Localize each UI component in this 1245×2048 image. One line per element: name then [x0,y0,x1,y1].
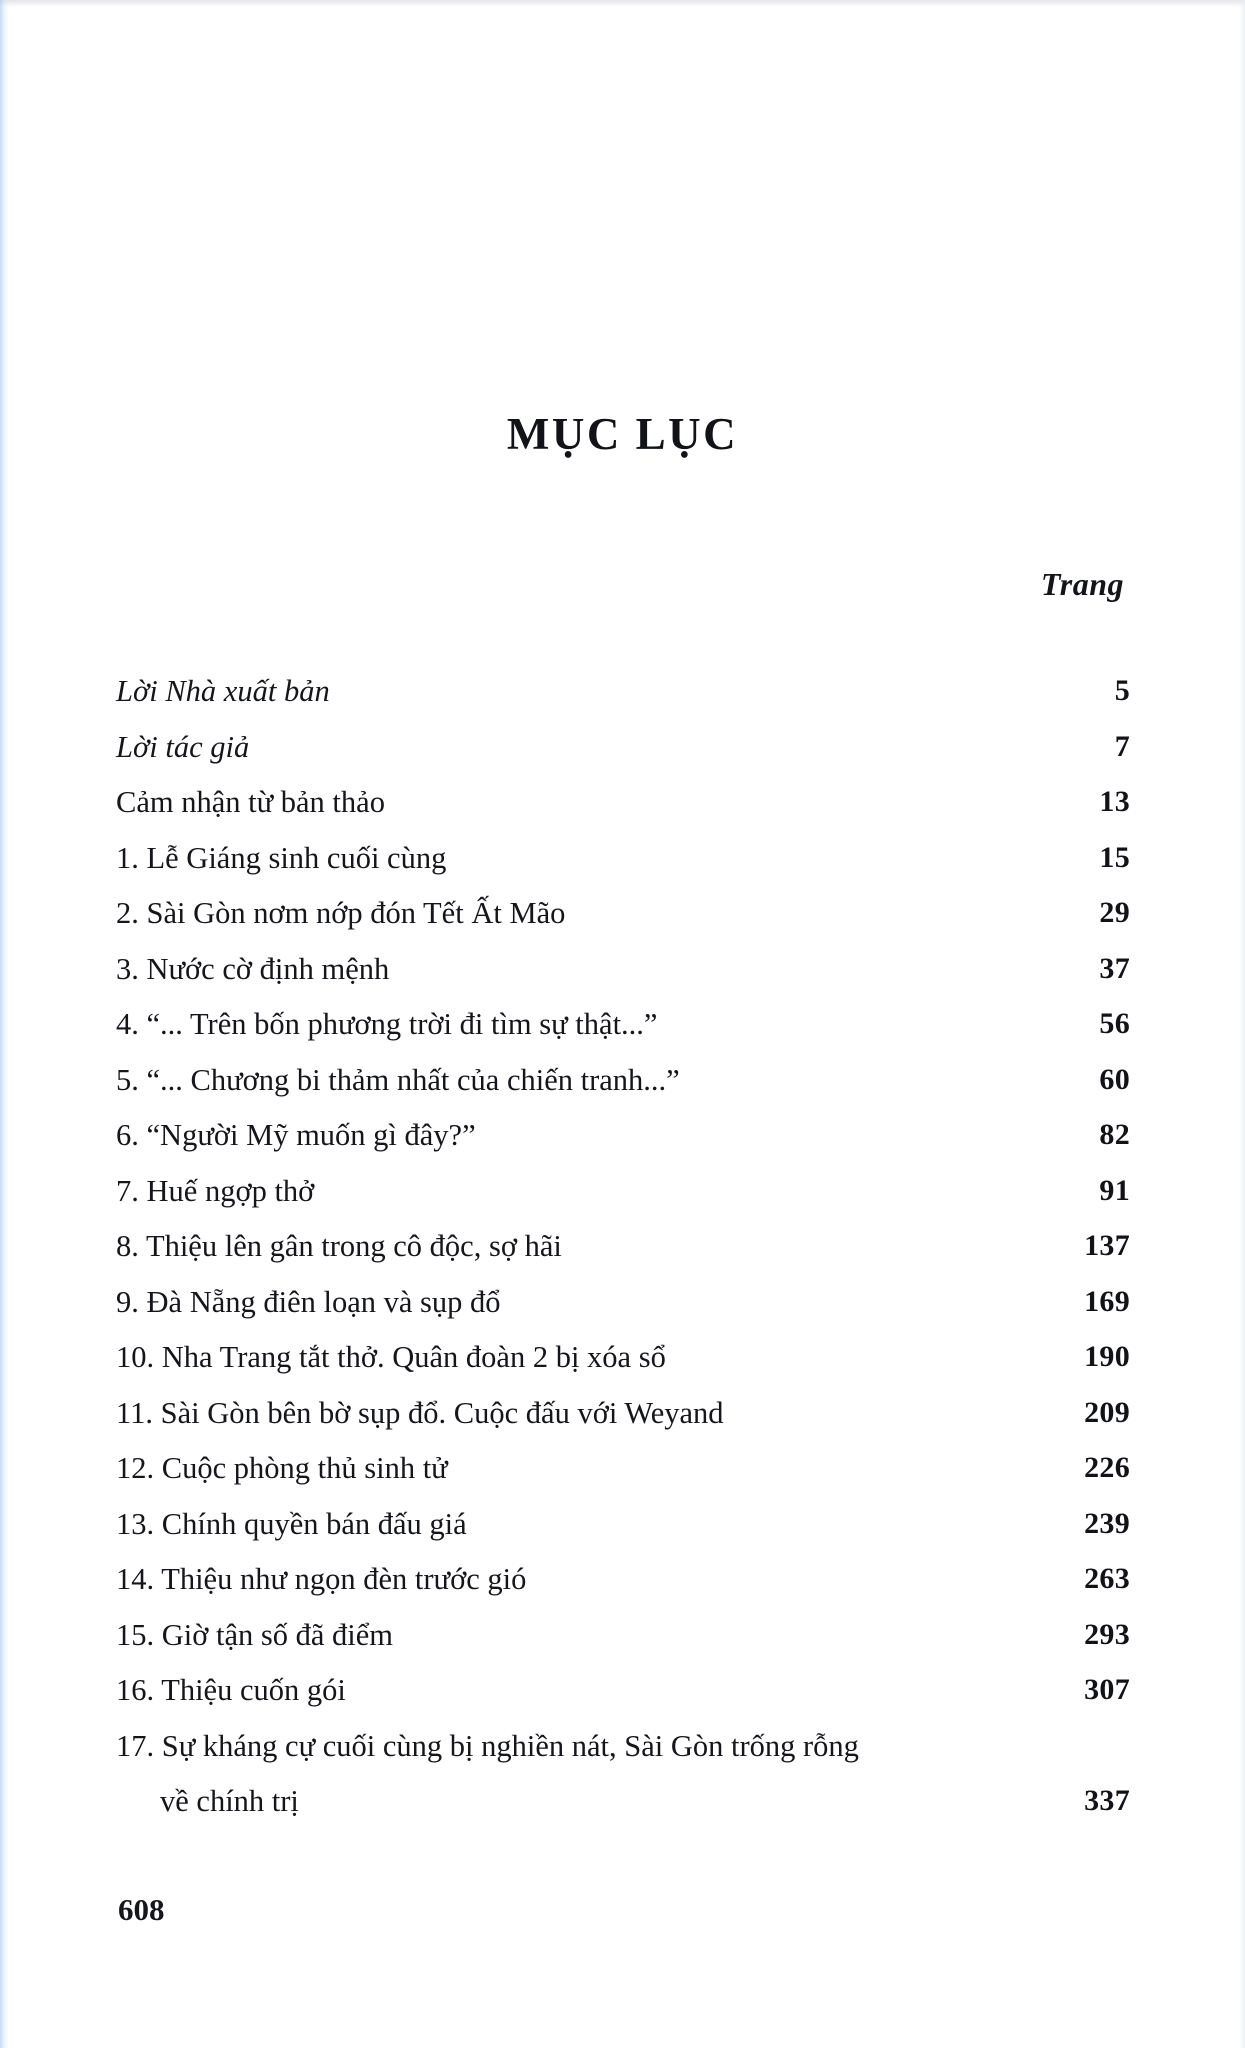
toc-entry[interactable] [116,1338,1130,1394]
toc-entry-label: 6. “Người Mỹ muốn gì đây?” [116,1118,476,1152]
toc-entry-page-number: 337 [1084,1784,1130,1817]
toc-entry[interactable] [116,1616,1130,1672]
scan-edge-top [0,0,1245,7]
toc-entry[interactable] [116,1283,1130,1339]
page-number-column-header: Trang [1040,566,1124,602]
toc-entry[interactable] [116,1172,1130,1228]
toc-entry-page-number: 82 [1099,1118,1130,1151]
toc-entry-label: 15. Giờ tận số đã điểm [116,1617,394,1652]
toc-entry-label: 13. Chính quyền bán đấu giá [116,1506,467,1541]
toc-entry-label: 8. Thiệu lên gân trong cô độc, sợ hãi [116,1229,562,1263]
toc-entry[interactable] [116,783,1130,839]
page-title: MỤC LỤC [506,409,739,459]
toc-entry-label: 14. Thiệu như ngọn đèn trước gió [116,1562,527,1596]
scan-edge-right [1239,0,1245,2048]
toc-entry-page-number: 29 [1099,896,1130,929]
toc-entry-label: 4. “... Trên bốn phương trời đi tìm sự thật...” [116,1007,658,1041]
toc-entry[interactable] [116,672,1130,728]
toc-entry[interactable] [116,1727,1130,1783]
toc-entry[interactable] [116,839,1130,895]
toc-entry-page-number: 56 [1099,1007,1130,1040]
toc-entry-page-number: 263 [1084,1562,1130,1595]
toc-entry[interactable] [116,894,1130,950]
toc-entry[interactable] [116,728,1130,784]
toc-entry-page-number: 37 [1099,951,1130,985]
toc-entry[interactable] [116,1449,1130,1505]
toc-entry-label: 7. Huế ngợp thở [116,1173,315,1208]
toc-entry-label: Cảm nhận từ bản thảo [116,785,385,819]
toc-entry-label: 1. Lễ Giáng sinh cuối cùng [116,840,447,875]
toc-entry-label: 12. Cuộc phòng thủ sinh tử [116,1451,448,1485]
toc-entry-page-number: 169 [1084,1284,1130,1318]
toc-entry-page-number: 209 [1084,1395,1130,1429]
scan-edge-left [0,0,9,2048]
toc-entry[interactable] [116,1394,1130,1450]
toc-entry-page-number: 60 [1099,1062,1130,1096]
toc-entry-label: 5. “... Chương bi thảm nhất của chiến tranh...” [116,1062,680,1097]
toc-entry[interactable] [116,1227,1130,1283]
toc-entry-page-number: 307 [1084,1673,1130,1706]
toc-entry-label: Lời Nhà xuất bản [116,674,330,708]
toc-entry[interactable] [116,1061,1130,1117]
toc-entry-page-number: 293 [1084,1617,1130,1651]
toc-entry[interactable] [116,1560,1130,1616]
toc-entry[interactable] [116,1505,1130,1561]
toc-entry[interactable] [116,1116,1130,1172]
table-of-contents-list [116,672,1130,1838]
toc-entry[interactable] [116,1005,1130,1061]
toc-entry-label: 9. Đà Nẵng điên loạn và sụp đổ [116,1284,501,1319]
toc-entry-label: 3. Nước cờ định mệnh [116,951,390,986]
toc-entry-page-number: 239 [1084,1506,1130,1540]
toc-entry-page-number: 226 [1084,1451,1130,1484]
toc-entry[interactable] [116,1671,1130,1727]
toc-entry-label: 16. Thiệu cuốn gói [116,1673,346,1707]
toc-entry-page-number: 15 [1099,840,1130,874]
toc-entry-label: 10. Nha Trang tắt thở. Quân đoàn 2 bị xóa sổ [116,1340,666,1374]
toc-entry-page-number: 13 [1099,785,1130,818]
toc-entry-page-number: 5 [1114,674,1130,707]
toc-entry-label: 2. Sài Gòn nơm nớp đón Tết Ất Mão [116,896,566,930]
toc-entry-page-number: 137 [1084,1229,1130,1262]
toc-entry-label: về chính trị [160,1784,299,1818]
toc-entry-page-number: 190 [1084,1340,1130,1373]
folio-page-number: 608 [118,1892,165,1927]
toc-entry-page-number: 91 [1099,1173,1130,1207]
toc-entry-label: Lời tác giả [116,729,250,764]
toc-entry-label: 11. Sài Gòn bên bờ sụp đổ. Cuộc đấu với Weyand [116,1395,724,1430]
toc-entry-label: 17. Sự kháng cự cuối cùng bị nghiền nát, Sài Gòn trống rỗng [116,1728,859,1763]
toc-entry[interactable] [116,1782,1130,1838]
toc-entry-page-number: 7 [1114,729,1130,763]
toc-entry[interactable] [116,950,1130,1006]
